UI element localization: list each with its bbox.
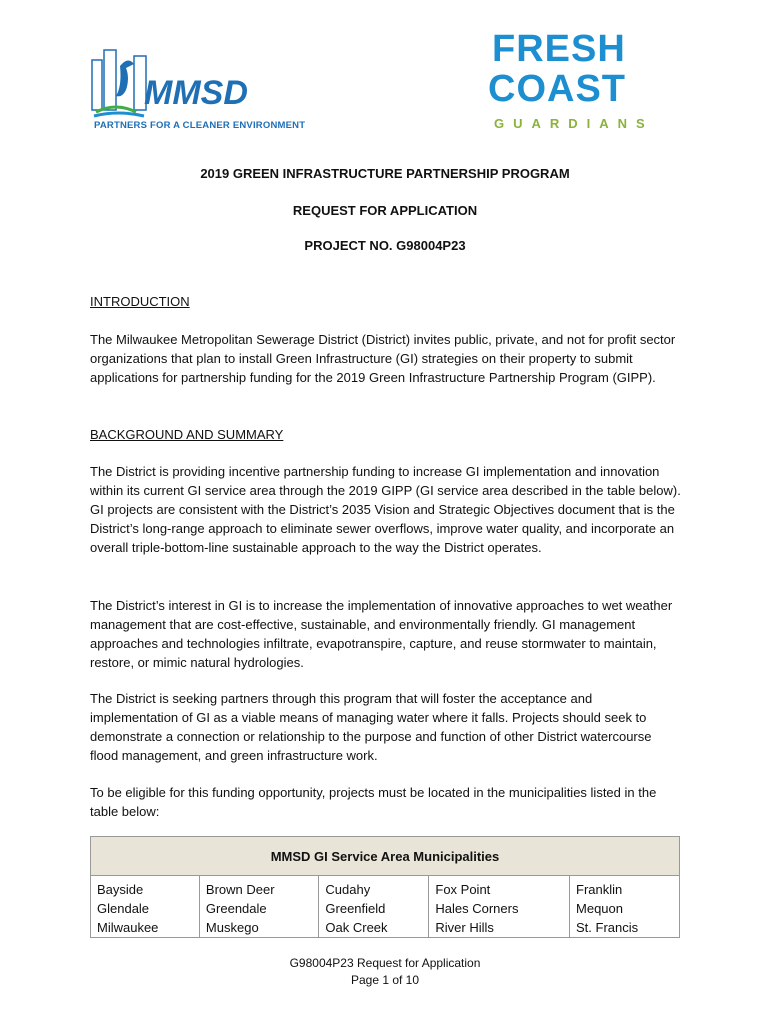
table-cell: Bayside (91, 876, 200, 900)
project-number: PROJECT NO. G98004P23 (304, 238, 466, 253)
footer-document-id: G98004P23 Request for Application (289, 956, 481, 970)
background-paragraph-2: The District’s interest in GI is to increase the implementation of innovative approaches to wet weather management that are cost-effective, sustainable, and environmentally friendly. GI management approaches and technologies infiltrate, evapotranspire, capture, and reuse stormwater to maintain, restore, or mimic natural hydrologies. (90, 598, 673, 670)
heron-skyline-icon (90, 46, 150, 118)
intro-section (90, 330, 682, 387)
footer-page-number: Page 1 of 10 (350, 973, 420, 987)
mmsd-logo (90, 46, 306, 138)
table-cell: Greenfield (319, 899, 429, 918)
program-title: 2019 GREEN INFRASTRUCTURE PARTNERSHIP PROGRAM (200, 166, 570, 181)
intro-paragraph: The Milwaukee Metropolitan Sewerage District (District) invites public, private, and not for profit sector organizations that plan to install Green Infrastructure (GI) strategies on their property to submit applications for partnership funding for the 2019 Green Infrastructure Partnership Program (GIPP). (90, 332, 676, 385)
table-cell: Fox Point (429, 876, 570, 900)
table-cell: Mequon (570, 899, 680, 918)
table-cell: Franklin (570, 876, 680, 900)
background-paragraph-4: To be eligible for this funding opportunity, projects must be located in the municipalities listed in the table below: (90, 785, 657, 819)
logo-fresh-text: FRESH (492, 28, 626, 70)
table-title: MMSD GI Service Area Municipalities (91, 837, 680, 876)
table-row (91, 876, 680, 900)
background-paragraph-3: The District is seeking partners through this program that will foster the acceptance and implementation of GI as a viable means of managing water where it falls. Projects should seek to demonstrate a connection or relationship to the purpose and function of other District watercourse flood management, and green infrastructure work. (90, 691, 652, 763)
intro-heading-text: INTRODUCTION (90, 294, 190, 309)
mmsd-tagline: PARTNERS FOR A CLEANER ENVIRONMENT (94, 120, 306, 131)
partners-section (90, 689, 682, 765)
table-cell: River Hills (429, 918, 570, 938)
background-heading (90, 425, 682, 444)
table-cell: St. Francis (570, 918, 680, 938)
fresh-coast-guardians-logo (484, 28, 654, 136)
municipalities-table (90, 836, 680, 938)
logo-coast-text: COAST (488, 68, 626, 110)
rfa-title: REQUEST FOR APPLICATION (292, 203, 478, 218)
table-cell: Milwaukee (91, 918, 200, 938)
eligibility-section (90, 783, 682, 821)
table-row (91, 918, 680, 938)
background-paragraph-1: The District is providing incentive partnership funding to increase GI implementation and innovation within its current GI service area through the 2019 GIPP (GI service area described in the table below). GI projects are consistent with the District’s 2035 Vision and Strategic Objectives document that is the District’s long-range approach to eliminate sewer overflows, improve water quality, and incorporate an overall triple-bottom-line sustainable approach to the way the District operates. (90, 464, 681, 555)
table-cell: Glendale (91, 899, 200, 918)
table-cell: Cudahy (319, 876, 429, 900)
table-header-row (91, 837, 680, 876)
logo-guardians-text: GUARDIANS (494, 116, 654, 131)
table-cell: Hales Corners (429, 899, 570, 918)
background-section (90, 462, 682, 557)
mmsd-wordmark: MMSD (144, 74, 248, 112)
table-cell: Muskego (199, 918, 318, 938)
intro-heading (90, 292, 682, 311)
table-cell: Greendale (199, 899, 318, 918)
table-cell: Brown Deer (199, 876, 318, 900)
background-heading-text: BACKGROUND AND SUMMARY (90, 427, 284, 442)
table-row (91, 899, 680, 918)
table-cell: Oak Creek (319, 918, 429, 938)
gi-interest-section (90, 596, 682, 672)
